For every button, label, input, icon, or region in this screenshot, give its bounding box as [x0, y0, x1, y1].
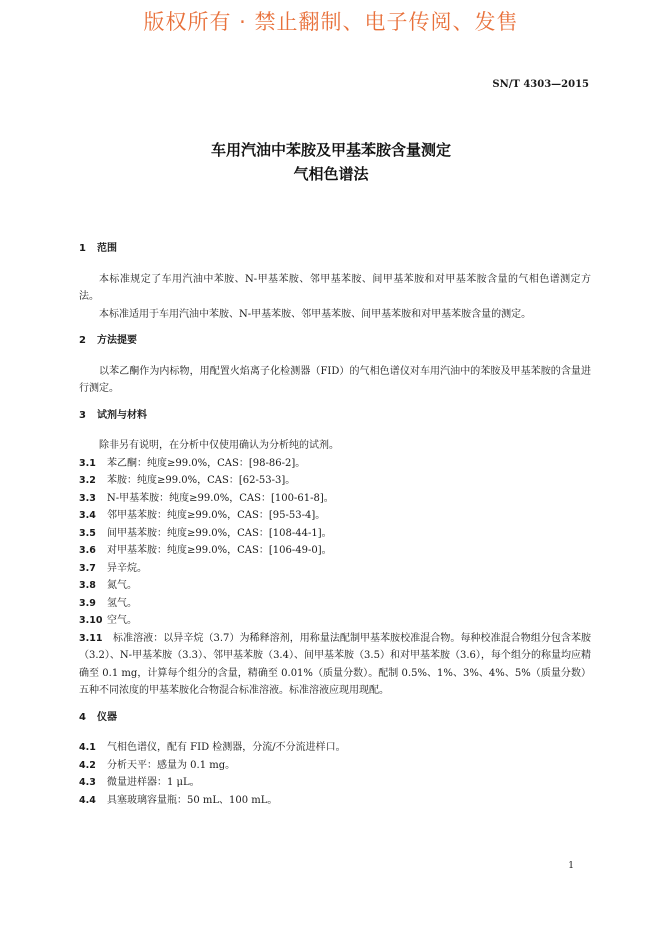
section-1-paragraph-2: 本标准适用于车用汽油中苯胺、N-甲基苯胺、邻甲基苯胺、间甲基苯胺和对甲基苯胺含量的测定。	[99, 308, 532, 320]
item-text: 氮气。	[107, 580, 137, 591]
list-item	[79, 455, 591, 473]
list-item	[79, 525, 591, 543]
list-item	[79, 490, 591, 508]
item-number: 3.8	[79, 580, 96, 591]
item-number: 3.9	[79, 597, 96, 609]
item-number: 4.2	[79, 759, 96, 771]
section-1-heading	[79, 240, 591, 258]
item-number: 4.3	[79, 777, 96, 788]
item-text: 邻甲基苯胺：纯度≥99.0%，CAS：[95-53-4]。	[107, 510, 326, 521]
item-number: 3.10	[79, 615, 103, 626]
section-title: 试剂与材料	[97, 409, 147, 421]
item-text: 气相色谱仪，配有 FID 检测器，分流/不分流进样口。	[107, 742, 346, 753]
section-2-paragraph-1: 以苯乙酮作为内标物，用配置火焰离子化检测器（FID）的气相色谱仪对车用汽油中的苯胺及甲基苯胺的含量进行测定。	[79, 365, 591, 394]
copyright-watermark: 版权所有 · 禁止翻制、电子传阅、发售	[143, 10, 519, 34]
document-title	[0, 138, 662, 186]
section-1-paragraph-1: 本标准规定了车用汽油中苯胺、N-甲基苯胺、邻甲基苯胺、间甲基苯胺和对甲基苯胺含量的气相色谱测定方法。	[79, 273, 591, 302]
list-item	[79, 577, 591, 595]
item-number: 3.7	[79, 562, 96, 574]
item-number: 3.4	[79, 510, 96, 521]
list-item	[79, 774, 591, 792]
item-number: 3.1	[79, 457, 96, 469]
item-number: 3.6	[79, 545, 96, 556]
section-2-heading	[79, 332, 591, 350]
section-number: 1	[79, 243, 86, 254]
section-3-intro: 除非另有说明，在分析中仅使用确认为分析纯的试剂。	[99, 440, 339, 451]
list-item	[79, 542, 591, 560]
section-number: 4	[79, 711, 86, 723]
item-number: 4.4	[79, 794, 96, 806]
list-item	[79, 472, 591, 490]
section-title: 方法提要	[97, 335, 137, 346]
list-item	[79, 507, 591, 525]
item-text: 标准溶液：以异辛烷（3.7）为稀释溶剂，用称量法配制甲基苯胺校准混合物。每种校准混合物组分包含苯胺（3.2）、N-甲基苯胺（3.3）、邻甲基苯胺（3.4）、间甲基苯胺（3.5）和对甲基苯胺（3.6），每个组分的称量均应精确至 0.1 mg，计算每个组分的含量，精确至 0.01%（质量分数）。配制 0.5%、1%、3%、4%、5%（质量分数）五种不同浓度的甲基苯胺化合物混合标准溶液。标准溶液应现用现配。	[79, 632, 591, 696]
page-number: 1	[568, 861, 574, 871]
section-4-heading	[79, 709, 591, 727]
list-item-standard-solution	[79, 630, 591, 700]
list-item	[79, 739, 591, 757]
item-number: 4.1	[79, 742, 96, 753]
section-title: 仪器	[97, 711, 117, 723]
item-number: 3.3	[79, 492, 96, 504]
item-text: 分析天平：感量为 0.1 mg。	[107, 759, 236, 771]
list-item	[79, 757, 591, 775]
item-text: N-甲基苯胺：纯度≥99.0%，CAS：[100-61-8]。	[107, 492, 334, 504]
list-item	[79, 560, 591, 578]
title-line-1: 车用汽油中苯胺及甲基苯胺含量测定	[210, 141, 451, 159]
item-text: 苯胺：纯度≥99.0%，CAS：[62-53-3]。	[107, 475, 296, 486]
section-3-heading	[79, 407, 591, 425]
document-body	[79, 240, 591, 809]
item-text: 氢气。	[107, 597, 137, 609]
item-text: 对甲基苯胺：纯度≥99.0%，CAS：[106-49-0]。	[107, 545, 332, 556]
standard-code: SN/T 4303—2015	[492, 79, 589, 90]
item-text: 异辛烷。	[107, 562, 147, 574]
item-text: 具塞玻璃容量瓶：50 mL、100 mL。	[107, 794, 278, 806]
item-number: 3.5	[79, 527, 96, 539]
list-item	[79, 595, 591, 613]
item-number: 3.2	[79, 475, 96, 486]
section-number: 2	[79, 335, 86, 346]
item-text: 空气。	[107, 615, 137, 626]
section-number: 3	[79, 409, 86, 421]
item-text: 苯乙酮：纯度≥99.0%，CAS：[98-86-2]。	[107, 457, 306, 469]
item-text: 间甲基苯胺：纯度≥99.0%，CAS：[108-44-1]。	[107, 527, 332, 539]
list-item	[79, 792, 591, 810]
section-title: 范围	[97, 243, 117, 254]
item-number: 3.11	[79, 632, 103, 644]
title-line-2: 气相色谱法	[293, 165, 369, 183]
list-item	[79, 612, 591, 630]
item-text: 微量进样器：1 μL。	[107, 777, 200, 788]
